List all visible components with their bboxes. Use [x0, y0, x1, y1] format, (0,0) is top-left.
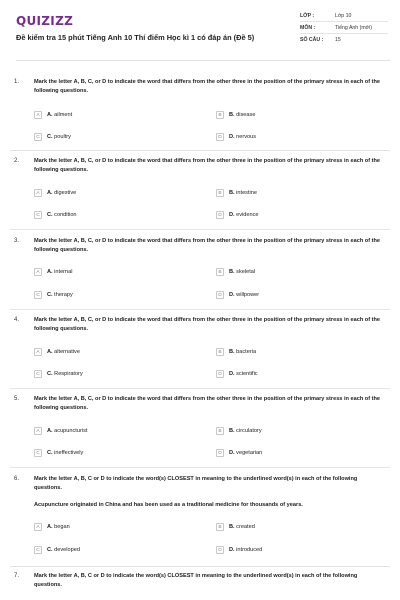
option-box: B — [216, 348, 224, 356]
question-divider — [10, 309, 390, 310]
option-letter: A. — [47, 269, 53, 275]
option-letter: C. — [47, 547, 53, 553]
question-number: 2. — [14, 158, 20, 164]
meta-label: SỐ CÂU : — [300, 36, 324, 43]
question-divider — [10, 150, 390, 151]
meta-row-subject — [300, 22, 388, 34]
question-text: Mark the letter A, B, C, or D to indicate the word that differs from the other three in the position of the primary stress in each of the following questions. — [34, 317, 381, 332]
option-text: Respiratory — [54, 371, 83, 377]
option-letter: A. — [47, 524, 53, 530]
option-text: internal — [54, 269, 73, 275]
option-text: began — [54, 524, 70, 530]
question-number: 5. — [14, 396, 20, 402]
option-box: D — [216, 291, 224, 299]
meta-value: Tiếng Anh (mới) — [335, 24, 372, 31]
option-a[interactable] — [34, 522, 70, 532]
option-text: therapy — [54, 292, 73, 298]
option-text: willpower — [236, 292, 260, 298]
option-d[interactable] — [216, 369, 258, 379]
option-box: D — [216, 211, 224, 219]
option-b[interactable] — [216, 522, 255, 532]
question-text: Mark the letter A, B, C, or D to indicate the word that differs from the other three in the position of the primary stress in each of the following questions. — [34, 238, 381, 253]
option-b[interactable] — [216, 110, 255, 120]
question-number: 3. — [14, 238, 20, 244]
question-6 — [10, 475, 390, 565]
option-letter: C. — [47, 371, 53, 377]
option-text: poultry — [54, 134, 71, 140]
option-a[interactable] — [34, 110, 72, 120]
option-letter: D. — [229, 547, 235, 553]
option-c[interactable] — [34, 210, 77, 220]
question-text: Mark the letter A, B, C, or D to indicate the word that differs from the other three in the position of the primary stress in each of the following questions. — [34, 79, 381, 94]
question-number: 7. — [14, 573, 20, 579]
option-letter: C. — [47, 292, 53, 298]
option-text: developed — [54, 547, 80, 553]
option-a[interactable] — [34, 426, 87, 436]
option-letter: C. — [47, 134, 53, 140]
option-d[interactable] — [216, 448, 262, 458]
option-text: nervous — [236, 134, 257, 140]
option-c[interactable] — [34, 448, 83, 458]
option-d[interactable] — [216, 132, 256, 142]
option-letter: A. — [47, 428, 53, 434]
option-box: C — [34, 291, 42, 299]
meta-label: LỚP : — [300, 12, 315, 19]
option-box: C — [34, 211, 42, 219]
option-letter: C. — [47, 450, 53, 456]
option-box: A — [34, 523, 42, 531]
question-3 — [10, 237, 390, 307]
option-text: disease — [236, 112, 256, 118]
option-text: evidence — [236, 212, 259, 218]
meta-label: MÔN : — [300, 24, 316, 31]
option-box: A — [34, 189, 42, 197]
option-c[interactable] — [34, 369, 83, 379]
option-letter: B. — [229, 349, 235, 355]
meta-row-count — [300, 34, 388, 45]
option-box: B — [216, 427, 224, 435]
question-divider — [10, 566, 390, 567]
option-text: vegetarian — [236, 450, 263, 456]
option-b[interactable] — [216, 347, 256, 357]
option-text: condition — [54, 212, 77, 218]
option-box: D — [216, 370, 224, 378]
option-letter: A. — [47, 112, 53, 118]
option-d[interactable] — [216, 290, 259, 300]
option-box: D — [216, 546, 224, 554]
option-a[interactable] — [34, 347, 80, 357]
question-4 — [10, 316, 390, 386]
header-divider — [16, 60, 390, 61]
question-2 — [10, 157, 390, 227]
option-d[interactable] — [216, 545, 262, 555]
page-title: Đề kiểm tra 15 phút Tiếng Anh 10 Thí điểm Học kì 1 có đáp án (Đề 5) — [16, 33, 255, 42]
question-7 — [10, 572, 390, 600]
question-divider — [10, 388, 390, 389]
option-letter: D. — [229, 212, 235, 218]
option-text: alternative — [54, 349, 80, 355]
question-text: Mark the letter A, B, C or D to indicate the word(s) CLOSEST in meaning to the underlined word(s) in each of the following questions. — [34, 573, 358, 588]
option-box: B — [216, 523, 224, 531]
option-text: skeletal — [236, 269, 256, 275]
option-letter: B. — [229, 112, 235, 118]
option-b[interactable] — [216, 188, 257, 198]
question-5 — [10, 395, 390, 465]
option-text: circulatory — [236, 428, 262, 434]
option-text: scientific — [236, 371, 258, 377]
question-sentence: Acupuncture originated in China and has been used as a traditional medicine for thousands of years. — [34, 502, 303, 508]
question-1 — [10, 78, 390, 148]
meta-value: 15 — [335, 36, 341, 43]
option-box: D — [216, 133, 224, 141]
meta-table — [300, 10, 388, 45]
option-text: intestine — [236, 190, 257, 196]
option-box: A — [34, 111, 42, 119]
option-letter: D. — [229, 371, 235, 377]
option-a[interactable] — [34, 267, 73, 277]
option-letter: A. — [47, 190, 53, 196]
option-c[interactable] — [34, 545, 80, 555]
option-text: ailment — [54, 112, 73, 118]
option-box: D — [216, 449, 224, 457]
option-box: A — [34, 427, 42, 435]
option-box: B — [216, 111, 224, 119]
option-box: C — [34, 370, 42, 378]
option-c[interactable] — [34, 132, 71, 142]
option-c[interactable] — [34, 290, 73, 300]
option-letter: D. — [229, 292, 235, 298]
option-box: C — [34, 546, 42, 554]
option-text: digestive — [54, 190, 77, 196]
option-text: created — [236, 524, 255, 530]
option-box: A — [34, 348, 42, 356]
option-b[interactable] — [216, 267, 255, 277]
question-text: Mark the letter A, B, C or D to indicate the word(s) CLOSEST in meaning to the underlined word(s) in each of the following questions. — [34, 476, 358, 491]
option-box: A — [34, 268, 42, 276]
quizizz-logo: QUIZIZZ — [16, 14, 74, 28]
option-b[interactable] — [216, 426, 262, 436]
question-number: 4. — [14, 317, 20, 323]
option-text: acupuncturist — [54, 428, 88, 434]
option-letter: B. — [229, 190, 235, 196]
option-letter: B. — [229, 524, 235, 530]
option-box: B — [216, 268, 224, 276]
option-text: introduced — [236, 547, 263, 553]
option-box: C — [34, 133, 42, 141]
option-letter: C. — [47, 212, 53, 218]
option-text: ineffectively — [54, 450, 84, 456]
question-divider — [10, 467, 390, 468]
option-letter: D. — [229, 134, 235, 140]
option-letter: D. — [229, 450, 235, 456]
question-number: 6. — [14, 476, 20, 482]
option-letter: B. — [229, 269, 235, 275]
option-letter: A. — [47, 349, 53, 355]
question-divider — [10, 229, 390, 230]
meta-row-class — [300, 10, 388, 22]
option-d[interactable] — [216, 210, 259, 220]
option-text: bacteria — [236, 349, 257, 355]
option-box: C — [34, 449, 42, 457]
option-letter: B. — [229, 428, 235, 434]
question-number: 1. — [14, 79, 20, 85]
question-text: Mark the letter A, B, C, or D to indicate the word that differs from the other three in the position of the primary stress in each of the following questions. — [34, 396, 381, 411]
option-box: B — [216, 189, 224, 197]
meta-value: Lớp 10 — [335, 12, 352, 19]
question-text: Mark the letter A, B, C, or D to indicate the word that differs from the other three in the position of the primary stress in each of the following questions. — [34, 158, 381, 173]
option-a[interactable] — [34, 188, 76, 198]
